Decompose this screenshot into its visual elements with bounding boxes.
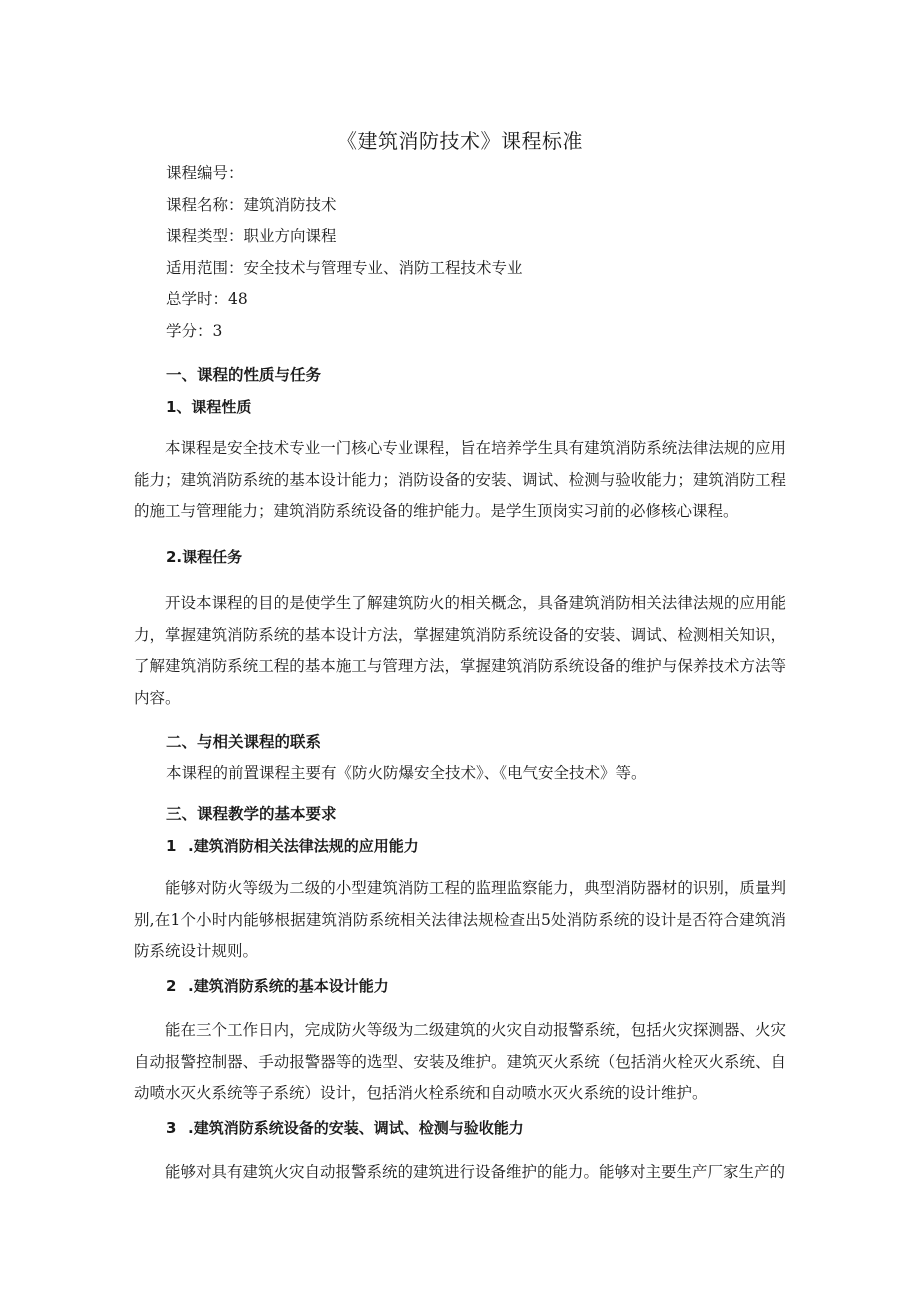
meta-course-code: 课程编号： [166, 164, 244, 182]
item-title: .建筑消防系统的基本设计能力 [188, 977, 389, 995]
document-title: 《建筑消防技术》课程标准 [337, 129, 583, 153]
meta-scope: 适用范围：安全技术与管理专业、消防工程技术专业 [166, 259, 523, 277]
section-3-item-3-heading [166, 1117, 524, 1139]
item-number: 3 [166, 1119, 177, 1137]
meta-total-hours: 总学时：48 [166, 290, 248, 308]
section-1-heading: 一、课程的性质与任务 [166, 366, 322, 384]
item-title: .建筑消防相关法律法规的应用能力 [188, 837, 419, 855]
item-number: 2 [166, 977, 177, 995]
section-2-heading: 二、与相关课程的联系 [166, 733, 322, 751]
section-3-heading: 三、课程教学的基本要求 [166, 805, 337, 823]
meta-course-name: 课程名称：建筑消防技术 [166, 196, 337, 214]
section-3-item-1-paragraph: 能够对防火等级为二级的小型建筑消防工程的监理监察能力，典型消防器材的识别，质量判别,在1个小时内能够根据建筑消防系统相关法律法规检查出5处消防系统的设计是否符合建筑消防系统设计规则。 [134, 879, 786, 960]
item-number: 1 [166, 837, 177, 855]
section-3-item-3-paragraph: 能够对具有建筑火灾自动报警系统的建筑进行设备维护的能力。能够对主要生产厂家生产的 [165, 1163, 786, 1181]
section-2-paragraph: 本课程的前置课程主要有《防火防爆安全技术》、《电气安全技术》等。 [166, 764, 647, 782]
section-1-2-paragraph: 开设本课程的目的是使学生了解建筑防火的相关概念，具备建筑消防相关法律法规的应用能力，掌握建筑消防系统的基本设计方法，掌握建筑消防系统设备的安装、调试、检测相关知识，了解建筑消防系统工程的基本施工与管理方法，掌握建筑消防系统设备的维护与保养技术方法等内容。 [134, 594, 786, 707]
item-title: .建筑消防系统设备的安装、调试、检测与验收能力 [188, 1119, 524, 1137]
meta-course-type: 课程类型：职业方向课程 [166, 227, 337, 245]
section-3-item-2-paragraph: 能在三个工作日内，完成防火等级为二级建筑的火灾自动报警系统，包括火灾探测器、火灾自动报警控制器、手动报警器等的选型、安装及维护。建筑灭火系统（包括消火栓灭火系统、自动喷水灭火系统等子系统）设计，包括消火栓系统和自动喷水灭火系统的设计维护。 [134, 1021, 786, 1102]
section-3-item-1-heading [166, 835, 419, 857]
section-1-1-paragraph: 本课程是安全技术专业一门核心专业课程，旨在培养学生具有建筑消防系统法律法规的应用能力；建筑消防系统的基本设计能力；消防设备的安装、调试、检测与验收能力；建筑消防工程的施工与管理能力；建筑消防系统设备的维护能力。是学生顶岗实习前的必修核心课程。 [134, 439, 786, 520]
section-1-1-heading: 1、课程性质 [166, 398, 252, 416]
meta-credits: 学分：3 [166, 322, 223, 340]
section-1-2-heading: 2.课程任务 [166, 548, 243, 566]
section-3-item-2-heading [166, 975, 389, 997]
